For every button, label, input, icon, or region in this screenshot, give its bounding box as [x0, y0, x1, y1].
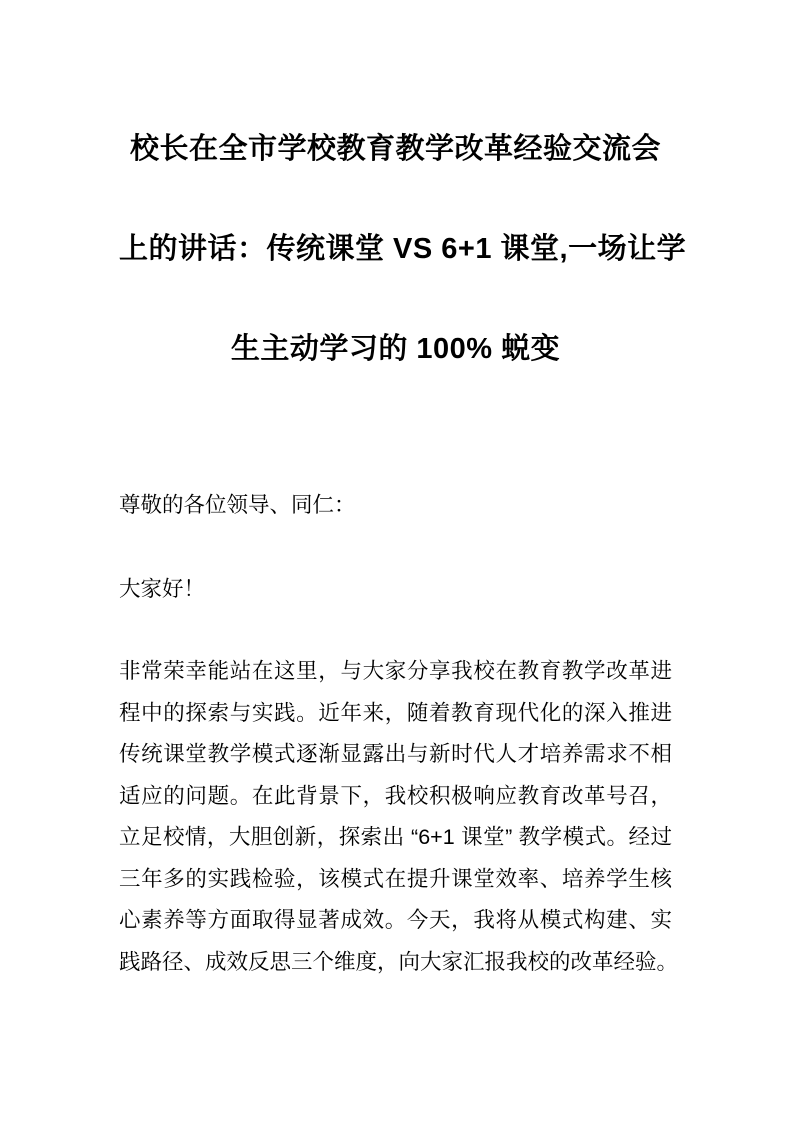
intro-line-3: 传统课堂教学模式逐渐显露出与新时代人才培养需求不相 — [119, 742, 672, 766]
document-title — [119, 99, 687, 399]
intro-line-7: 心素养等方面取得显著成效。今天，我将从模式构建、实 — [119, 908, 672, 932]
intro-line-4: 适应的问题。在此背景下，我校积极响应教育改革号召， — [119, 783, 672, 808]
intro-line-2: 程中的探索与实践。近年来，随着教育现代化的深入推进 — [119, 700, 672, 725]
intro-line-5: 立足校情，大胆创新，探索出 “6+1 课堂” 教学模式。经过 — [119, 825, 672, 849]
intro-line-6: 三年多的实践检验，该模式在提升课堂效率、培养学生核 — [119, 866, 672, 891]
intro-line-1: 非常荣幸能站在这里，与大家分享我校在教育教学改革进 — [119, 659, 672, 683]
intro-paragraph — [119, 651, 679, 983]
title-line-3: 生主动学习的 100% 蜕变 — [230, 333, 561, 365]
title-line-1: 校长在全市学校教育教学改革经验交流会 — [129, 133, 661, 165]
salutation-paragraph: 尊敬的各位领导、同仁： — [119, 493, 356, 517]
intro-line-8: 践路径、成效反思三个维度，向大家汇报我校的改革经验。 — [119, 949, 679, 974]
greeting-paragraph: 大家好！ — [119, 576, 206, 601]
title-line-2: 上的讲话：传统课堂 VS 6+1 课堂,一场让学 — [119, 233, 687, 265]
